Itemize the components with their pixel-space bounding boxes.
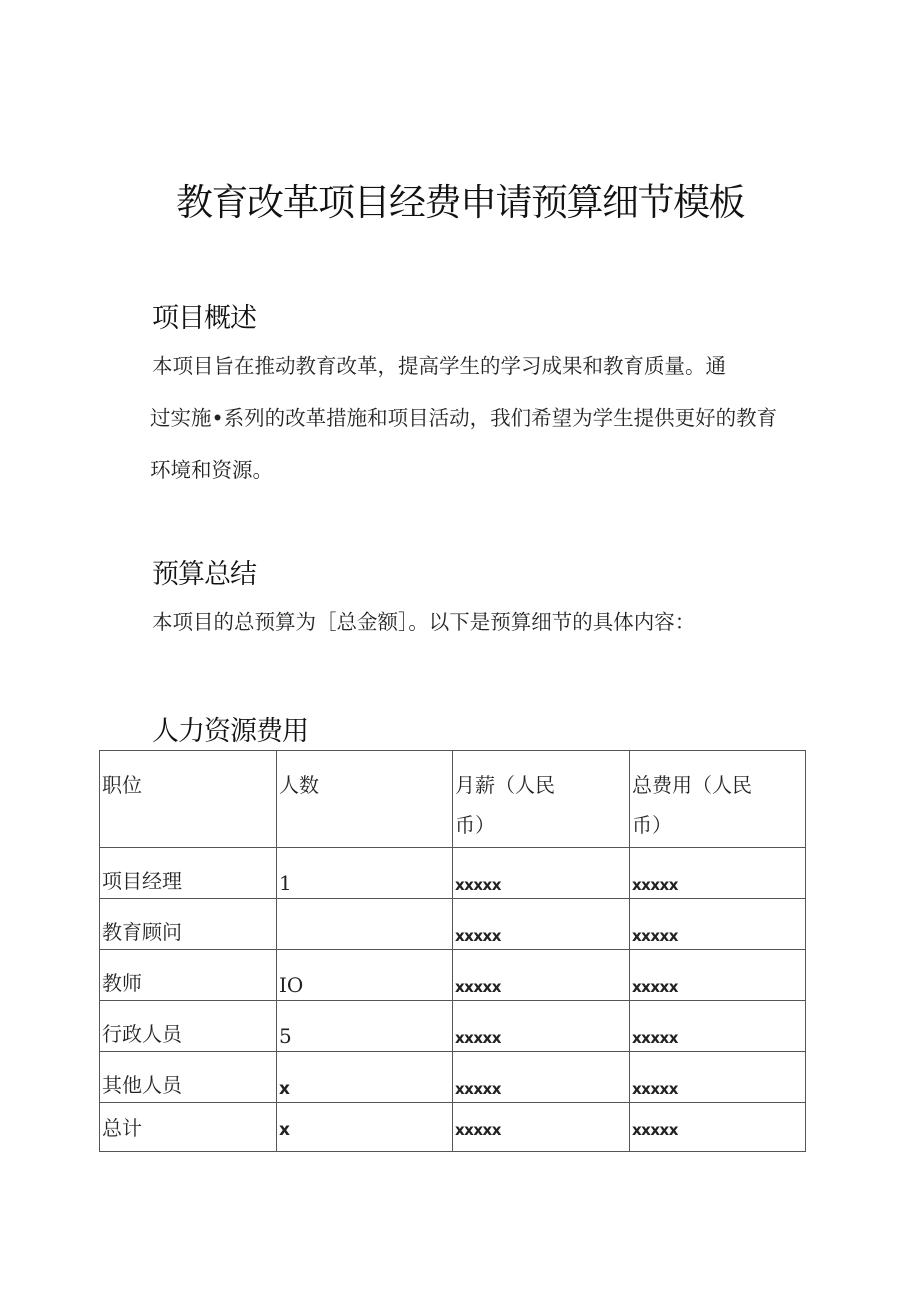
section-heading-budget-summary: 预算总结 [152, 559, 256, 590]
cell-count: 1 [277, 848, 453, 899]
cell-total: xxxxx [630, 848, 806, 899]
overview-line-3: 环境和资源。 [150, 458, 273, 482]
cell-count: x [277, 1103, 453, 1152]
cell-total: xxxxx [630, 899, 806, 950]
cell-total: xxxxx [630, 1052, 806, 1103]
table-header-row [100, 751, 806, 848]
overview-line-2: 过实施•系列的改革措施和项目活动，我们希望为学生提供更好的教育 [150, 406, 778, 430]
cell-count: 5 [277, 1001, 453, 1052]
header-total-cost: 总费用（人民 币） [630, 751, 806, 848]
cell-count: x [277, 1052, 453, 1103]
cell-monthly: xxxxx [453, 1103, 630, 1152]
overview-line-1: 本项目旨在推动教育改革，提高学生的学习成果和教育质量。通 [152, 354, 726, 378]
hr-cost-table [99, 750, 806, 1152]
cell-monthly: xxxxx [453, 950, 630, 1001]
table-row [100, 950, 806, 1001]
cell-position: 其他人员 [100, 1052, 277, 1103]
table-row [100, 1103, 806, 1152]
cell-monthly: xxxxx [453, 1001, 630, 1052]
cell-total: xxxxx [630, 950, 806, 1001]
cell-monthly: xxxxx [453, 848, 630, 899]
header-position: 职位 [100, 751, 277, 848]
cell-count: IO [277, 950, 453, 1001]
table-row [100, 1052, 806, 1103]
cell-monthly: xxxxx [453, 899, 630, 950]
cell-position: 项目经理 [100, 848, 277, 899]
cell-total: xxxxx [630, 1001, 806, 1052]
document-title: 教育改革项目经费申请预算细节模板 [176, 181, 744, 224]
cell-total: xxxxx [630, 1103, 806, 1152]
cell-position: 行政人员 [100, 1001, 277, 1052]
cell-position: 总计 [100, 1103, 277, 1152]
budget-summary-line-1: 本项目的总预算为［总金额］。以下是预算细节的具体内容： [152, 610, 696, 634]
table-row [100, 899, 806, 950]
section-heading-overview: 项目概述 [152, 303, 256, 334]
cell-position: 教育顾问 [100, 899, 277, 950]
header-count: 人数 [277, 751, 453, 848]
cell-count [277, 899, 453, 950]
header-monthly-salary: 月薪（人民 币） [453, 751, 630, 848]
overview-paragraph [152, 340, 802, 496]
cell-position: 教师 [100, 950, 277, 1001]
table-row [100, 848, 806, 899]
budget-summary-paragraph [152, 596, 802, 648]
section-heading-hr-costs: 人力资源费用 [152, 716, 308, 747]
cell-monthly: xxxxx [453, 1052, 630, 1103]
table-row [100, 1001, 806, 1052]
